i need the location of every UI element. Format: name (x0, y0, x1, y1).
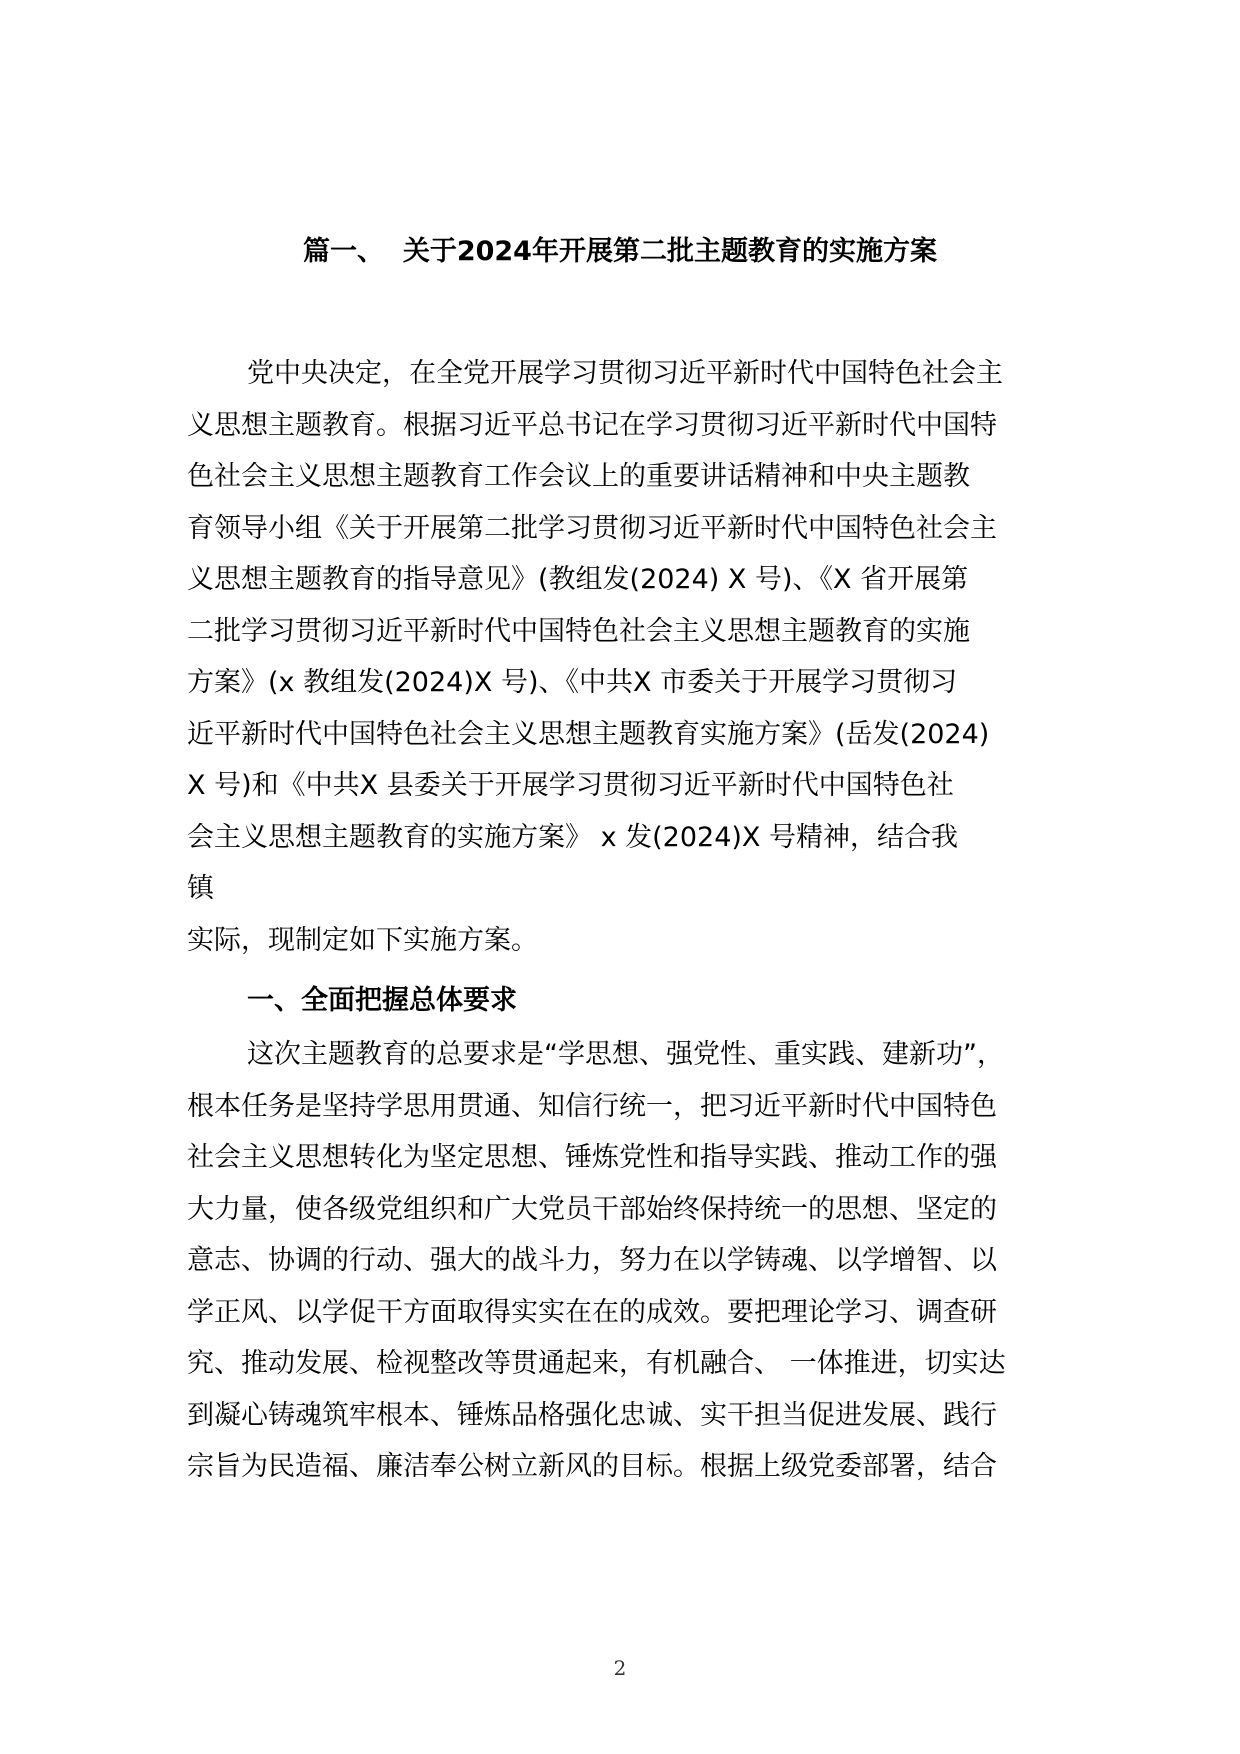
text-line: 党中央决定，在全党开展学习贯彻习近平新时代中国特色社会主 (247, 358, 1003, 389)
text-line: 二批学习贯彻习近平新时代中国特色社会主义思想主题教育的实施 (187, 615, 970, 647)
text-line: 义思想主题教育。根据习近平总书记在学习贯彻习近平新时代中国特 (187, 409, 997, 441)
text-line: 镇 (187, 873, 214, 904)
text-line: 宗旨为民造福、廉洁奉公树立新风的目标。根据上级党委部署，结合 (187, 1451, 997, 1482)
text-line: 究、推动发展、检视整改等贯通起来，有机融合、 一体推进，切实达 (187, 1348, 1006, 1379)
intro-paragraph (187, 348, 1057, 966)
text-line: 学正风、以学促干方面取得实实在在的成效。要把理论学习、调查研 (187, 1296, 997, 1328)
text-line: 根本任务是坚持学思用贯通、知信行统一，把习近平新时代中国特色 (187, 1090, 997, 1122)
section-heading-1-block (187, 975, 1057, 1027)
requirements-paragraph (187, 1029, 1057, 1493)
text-line: 实际，现制定如下实施方案。 (187, 924, 538, 956)
text-line: 方案》(x 教组发(2024)X 号)、《中共X 市委关于开展学习贯彻习 (187, 667, 958, 698)
text-line: 社会主义思想转化为坚定思想、锤炼党性和指导实践、推动工作的强 (187, 1142, 997, 1173)
text-line: 义思想主题教育的指导意见》(教组发(2024) X 号)、《X 省开展第 (187, 564, 969, 595)
text-line: 这次主题教育的总要求是“学思想、强党性、重实践、建新功”， (247, 1039, 1004, 1070)
document-title: 篇一、 关于2024年开展第二批主题教育的实施方案 (303, 236, 937, 267)
text-line: 会主义思想主题教育的实施方案》 x 发(2024)X 号精神，结合我 (187, 821, 959, 853)
text-line: X 号)和《中共X 县委关于开展学习贯彻习近平新时代中国特色社 (187, 770, 954, 801)
section-heading: 一、全面把握总体要求 (247, 985, 517, 1016)
text-line: 大力量，使各级党组织和广大党员干部始终保持统一的思想、坚定的 (187, 1193, 997, 1225)
text-line: 色社会主义思想主题教育工作会议上的重要讲话精神和中央主题教 (187, 461, 970, 492)
text-line: 意志、协调的行动、强大的战斗力，努力在以学铸魂、以学增智、以 (187, 1245, 997, 1276)
text-line: 育领导小组《关于开展第二批学习贯彻习近平新时代中国特色社会主 (187, 512, 997, 544)
text-line: 到凝心铸魂筑牢根本、锤炼品格强化忠诚、实干担当促进发展、践行 (187, 1399, 997, 1431)
text-line: 近平新时代中国特色社会主义思想主题教育实施方案》(岳发(2024) (187, 718, 990, 750)
page-number: 2 (613, 1656, 627, 1680)
